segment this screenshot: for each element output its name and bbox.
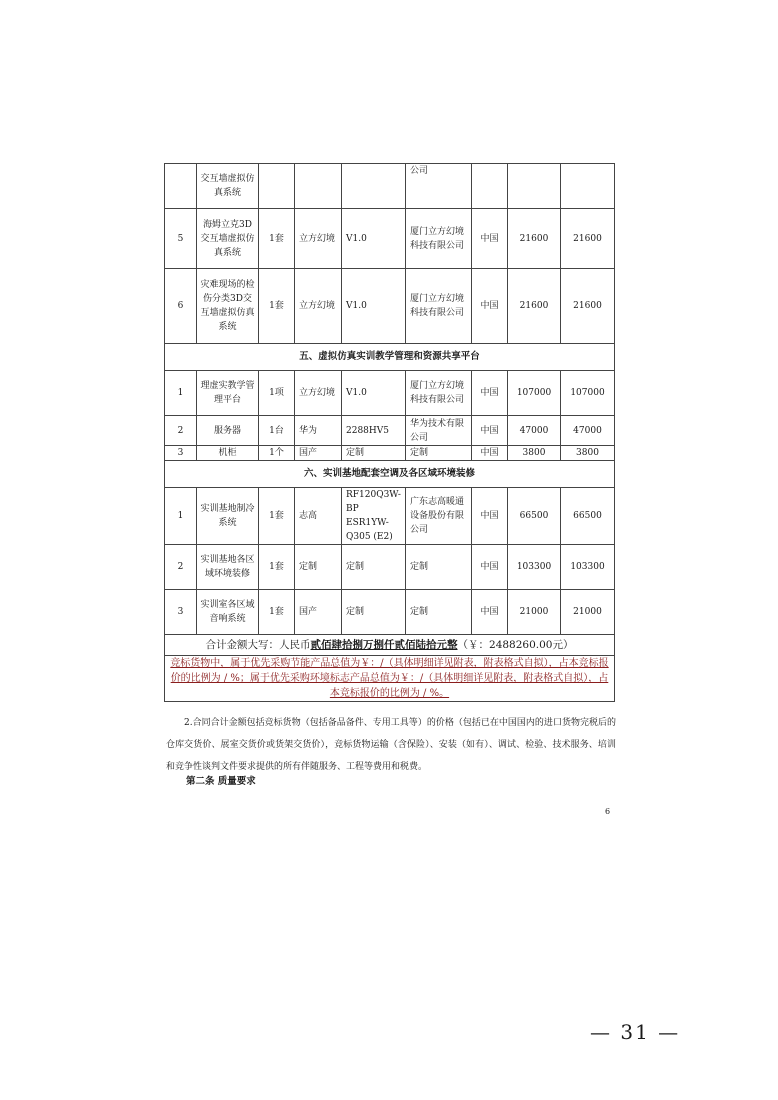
cell-qty: 1项 bbox=[259, 371, 295, 416]
cell-model: V1.0 bbox=[342, 371, 406, 416]
cell-name: 理虚实教学管理平台 bbox=[197, 371, 259, 416]
cell-total: 21600 bbox=[561, 209, 615, 269]
cell-no: 1 bbox=[165, 371, 197, 416]
cell-origin bbox=[472, 164, 508, 209]
cell-unit: 21600 bbox=[508, 269, 561, 344]
cell-brand: 国产 bbox=[295, 446, 342, 461]
contract-paragraph: 2.合同合计金额包括竞标货物（包括备品备件、专用工具等）的价格（包括已在中国国内的进口货物完税后的仓库交货价、展室交货价或货架交货价），竞标货物运输（含保险）、安装（如有）、调试、检验、技术服务、培训和竞争性谈判文件要求提供的所有伴随服务、工程等费用和税费。 bbox=[166, 718, 616, 772]
cell-brand: 国产 bbox=[295, 590, 342, 635]
cell-qty: 1套 bbox=[259, 488, 295, 545]
cell-unit: 21000 bbox=[508, 590, 561, 635]
cell-model: RF120Q3W-BP ESR1YW-Q305 (E2) bbox=[342, 488, 406, 545]
cell-name: 海姆立克3D交互墙虚拟仿真系统 bbox=[197, 209, 259, 269]
cell-maker: 厦门立方幻境科技有限公司 bbox=[406, 209, 472, 269]
table-body-continued bbox=[165, 164, 615, 344]
cell-name: 实训室各区域音响系统 bbox=[197, 590, 259, 635]
cell-no: 3 bbox=[165, 590, 197, 635]
cell-name: 服务器 bbox=[197, 416, 259, 446]
cell-maker: 定制 bbox=[406, 545, 472, 590]
cell-no: 2 bbox=[165, 416, 197, 446]
cell-brand: 立方幻境 bbox=[295, 371, 342, 416]
note-row bbox=[165, 656, 615, 702]
cell-brand: 立方幻境 bbox=[295, 269, 342, 344]
cell-maker: 定制 bbox=[406, 590, 472, 635]
price-table bbox=[164, 163, 615, 702]
cell-origin: 中国 bbox=[472, 446, 508, 461]
cell-brand: 立方幻境 bbox=[295, 209, 342, 269]
cell-origin: 中国 bbox=[472, 488, 508, 545]
cell-total: 3800 bbox=[561, 446, 615, 461]
section-row bbox=[165, 344, 615, 371]
cell-total: 21600 bbox=[561, 269, 615, 344]
cell-model: 2288HV5 bbox=[342, 416, 406, 446]
cell-total: 107000 bbox=[561, 371, 615, 416]
cell-maker: 公司 bbox=[406, 164, 472, 209]
cell-brand: 华为 bbox=[295, 416, 342, 446]
cell-qty bbox=[259, 164, 295, 209]
cell-total: 66500 bbox=[561, 488, 615, 545]
page-footer-number: — 31 — bbox=[590, 1020, 681, 1044]
cell-unit: 103300 bbox=[508, 545, 561, 590]
cell-maker: 华为技术有限公司 bbox=[406, 416, 472, 446]
section-title: 五、虚拟仿真实训教学管理和资源共享平台 bbox=[165, 344, 615, 371]
cell-qty: 1台 bbox=[259, 416, 295, 446]
section-row bbox=[165, 461, 615, 488]
cell-qty: 1个 bbox=[259, 446, 295, 461]
cell-qty: 1套 bbox=[259, 590, 295, 635]
cell-qty: 1套 bbox=[259, 269, 295, 344]
table-row bbox=[165, 371, 615, 416]
total-prefix: 合计金额大写：人民币 bbox=[205, 639, 311, 651]
cell-origin: 中国 bbox=[472, 416, 508, 446]
cell-name: 实训基地制冷系统 bbox=[197, 488, 259, 545]
cell-model: V1.0 bbox=[342, 269, 406, 344]
table-row bbox=[165, 488, 615, 545]
cell-unit: 107000 bbox=[508, 371, 561, 416]
cell-unit: 47000 bbox=[508, 416, 561, 446]
cell-name: 机柜 bbox=[197, 446, 259, 461]
inner-page-number: 6 bbox=[605, 807, 611, 816]
cell-no: 2 bbox=[165, 545, 197, 590]
table-row bbox=[165, 590, 615, 635]
total-words: 贰佰肆拾捌万捌仟贰佰陆拾元整 bbox=[310, 639, 458, 651]
cell-name: 灾难现场的检伤分类3D交互墙虚拟仿真系统 bbox=[197, 269, 259, 344]
cell-no bbox=[165, 164, 197, 209]
cell-model bbox=[342, 164, 406, 209]
cell-no: 1 bbox=[165, 488, 197, 545]
table-row bbox=[165, 545, 615, 590]
cell-total bbox=[561, 164, 615, 209]
cell-maker: 厦门立方幻境科技有限公司 bbox=[406, 371, 472, 416]
table-row bbox=[165, 209, 615, 269]
cell-total: 103300 bbox=[561, 545, 615, 590]
table-body-section6 bbox=[165, 488, 615, 635]
cell-no: 5 bbox=[165, 209, 197, 269]
cell-unit: 3800 bbox=[508, 446, 561, 461]
cell-origin: 中国 bbox=[472, 371, 508, 416]
cell-origin: 中国 bbox=[472, 590, 508, 635]
cell-maker: 定制 bbox=[406, 446, 472, 461]
cell-unit: 21600 bbox=[508, 209, 561, 269]
cell-no: 3 bbox=[165, 446, 197, 461]
cell-model: 定制 bbox=[342, 446, 406, 461]
cell-origin: 中国 bbox=[472, 545, 508, 590]
cell-model: 定制 bbox=[342, 590, 406, 635]
total-row bbox=[165, 635, 615, 656]
cell-qty: 1套 bbox=[259, 545, 295, 590]
cell-origin: 中国 bbox=[472, 209, 508, 269]
cell-model: V1.0 bbox=[342, 209, 406, 269]
total-figure: （￥：2488260.00元） bbox=[457, 639, 574, 651]
cell-origin: 中国 bbox=[472, 269, 508, 344]
cell-name: 实训基地各区域环境装修 bbox=[197, 545, 259, 590]
table-row bbox=[165, 446, 615, 461]
cell-brand bbox=[295, 164, 342, 209]
table-row bbox=[165, 416, 615, 446]
table-body-section5 bbox=[165, 371, 615, 461]
cell-maker: 广东志高暖通设备股份有限公司 bbox=[406, 488, 472, 545]
table-row bbox=[165, 269, 615, 344]
cell-qty: 1套 bbox=[259, 209, 295, 269]
table-row bbox=[165, 164, 615, 209]
cell-brand: 志高 bbox=[295, 488, 342, 545]
cell-unit: 66500 bbox=[508, 488, 561, 545]
cell-maker: 厦门立方幻境科技有限公司 bbox=[406, 269, 472, 344]
cell-total: 47000 bbox=[561, 416, 615, 446]
procurement-note: 竞标货物中，属于优先采购节能产品总值为￥：/（具体明细详见附表，附表格式自拟），占本竞标报价的比例为 / %；属于优先采购环境标志产品总值为￥：/（具体明细详见附表，附表格式自拟），占本竞标报价的比例为 / %。 bbox=[165, 656, 615, 702]
cell-model: 定制 bbox=[342, 545, 406, 590]
cell-brand: 定制 bbox=[295, 545, 342, 590]
total-cell bbox=[165, 635, 615, 656]
cell-total: 21000 bbox=[561, 590, 615, 635]
cell-name: 交互墙虚拟仿真系统 bbox=[197, 164, 259, 209]
clause-heading: 第二条 质量要求 bbox=[186, 776, 256, 787]
cell-unit bbox=[508, 164, 561, 209]
cell-no: 6 bbox=[165, 269, 197, 344]
section-title: 六、实训基地配套空调及各区域环境装修 bbox=[165, 461, 615, 488]
